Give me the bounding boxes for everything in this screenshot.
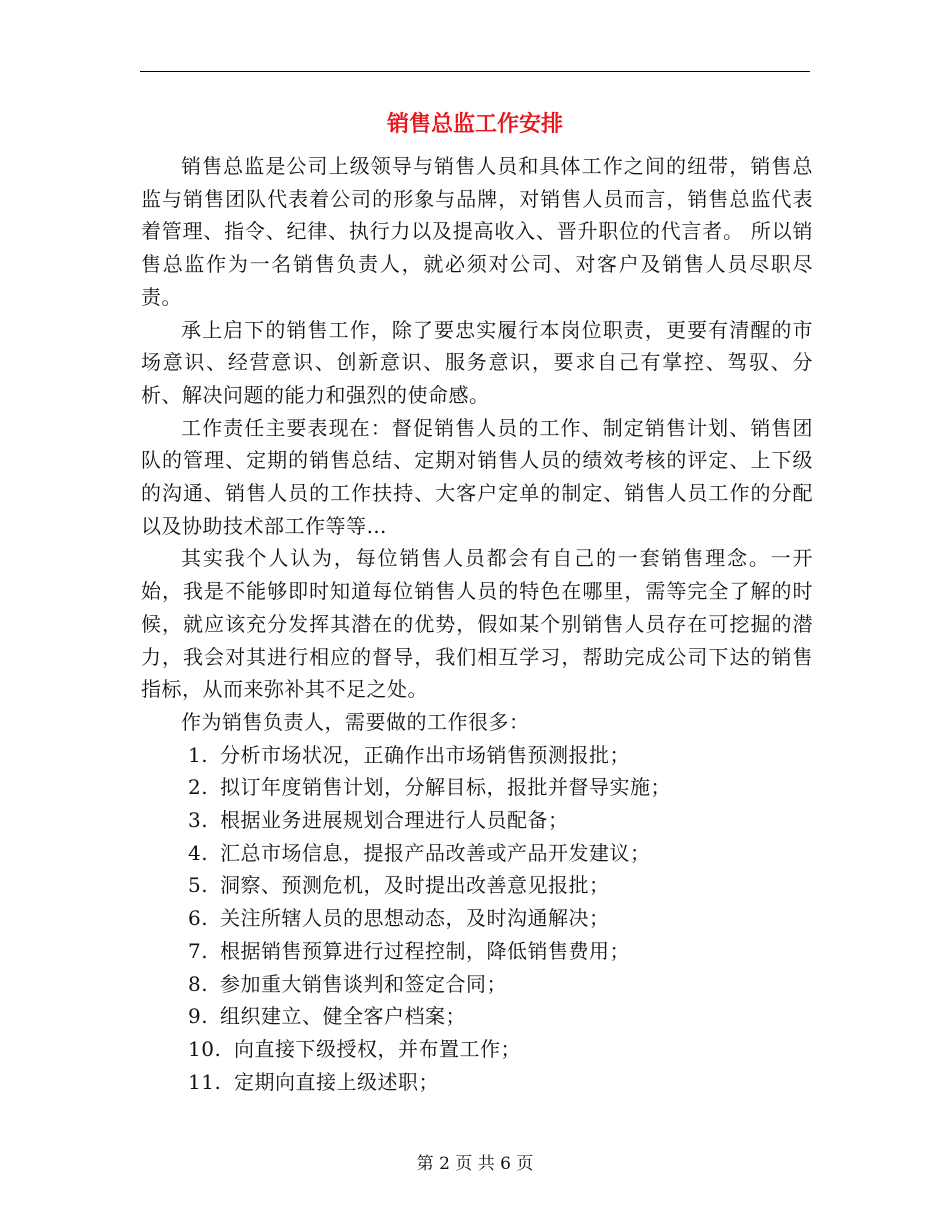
list-item-text: 根据销售预算进行过程控制，降低销售费用； <box>220 938 630 963</box>
list-item-number: 9. <box>188 1004 209 1029</box>
list-item <box>141 804 813 837</box>
paragraph-intro: 销售总监是公司上级领导与销售人员和具体工作之间的纽带，销售总监与销售团队代表着公司的形象与品牌，对销售人员而言，销售总监代表着管理、指令、纪律、执行力以及提高收入、晋升职位的代言者。 所以销售总监作为一名销售负责人，就必须对公司、对客户及销售人员尽职尽责。 <box>141 154 813 309</box>
paragraph-list-intro: 作为销售负责人，需要做的工作很多： <box>181 709 530 734</box>
list-item-text: 参加重大销售谈判和签定合同； <box>220 971 507 996</box>
list-item <box>141 1000 813 1033</box>
document-body <box>141 150 813 1098</box>
paragraph-personal-view: 其实我个人认为，每位销售人员都会有自己的一套销售理念。一开始，我是不能够即时知道每位销售人员的特色在哪里，需等完全了解的时候，就应该充分发挥其潜在的优势，假如某个别销售人员存在可挖掘的潜力，我会对其进行相应的督导，我们相互学习，帮助完成公司下达的销售指标，从而来弥补其不足之处。 <box>141 546 813 702</box>
list-item-text: 关注所辖人员的思想动态，及时沟通解决； <box>220 906 610 931</box>
list-item <box>141 935 813 968</box>
list-item-number: 8. <box>188 971 209 996</box>
list-item-number: 2. <box>188 775 209 800</box>
list-item <box>141 968 813 1001</box>
list-item-text: 根据业务进展规划合理进行人员配备； <box>220 808 569 833</box>
list-item-number: 6. <box>188 906 209 931</box>
list-item-number: 4. <box>188 840 209 865</box>
list-item <box>141 771 813 804</box>
document-title: 销售总监工作安排 <box>386 112 563 137</box>
paragraph-responsibilities: 承上启下的销售工作，除了要忠实履行本岗位职责，更要有清醒的市场意识、经营意识、创新意识、服务意识，要求自己有掌控、驾驭、分析、解决问题的能力和强烈的使命感。 <box>141 317 813 407</box>
list-item-number: 5. <box>188 873 209 898</box>
list-item-text: 汇总市场信息，提报产品改善或产品开发建议； <box>220 840 651 865</box>
list-item <box>141 902 813 935</box>
list-item-number: 10. <box>188 1036 222 1061</box>
list-item-text: 拟订年度销售计划，分解目标，报批并督导实施； <box>220 775 671 800</box>
list-item-text: 洞察、预测危机，及时提出改善意见报批； <box>220 873 610 898</box>
list-item-number: 3. <box>188 808 209 833</box>
task-list <box>141 739 813 1099</box>
page-footer: 第 2 页 共 6 页 <box>416 1154 534 1174</box>
list-item-text: 组织建立、健全客户档案； <box>220 1004 466 1029</box>
list-item <box>141 1066 813 1099</box>
list-item-number: 11. <box>188 1069 222 1094</box>
list-item-text: 分析市场状况，正确作出市场销售预测报批； <box>220 742 630 767</box>
list-item-text: 定期向直接上级述职； <box>234 1069 439 1094</box>
paragraph-duties: 工作责任主要表现在：督促销售人员的工作、制定销售计划、销售团队的管理、定期的销售总结、定期对销售人员的绩效考核的评定、上下级的沟通、销售人员的工作扶持、大客户定单的制定、销售人员工作的分配以及协助技术部工作等等… <box>141 415 813 538</box>
list-item <box>141 869 813 902</box>
header-rule <box>140 71 810 72</box>
list-item <box>141 1033 813 1066</box>
list-item <box>141 837 813 870</box>
list-item-number: 1. <box>188 742 209 767</box>
list-item-number: 7. <box>188 938 209 963</box>
list-item <box>141 739 813 772</box>
list-item-text: 向直接下级授权，并布置工作； <box>234 1036 521 1061</box>
